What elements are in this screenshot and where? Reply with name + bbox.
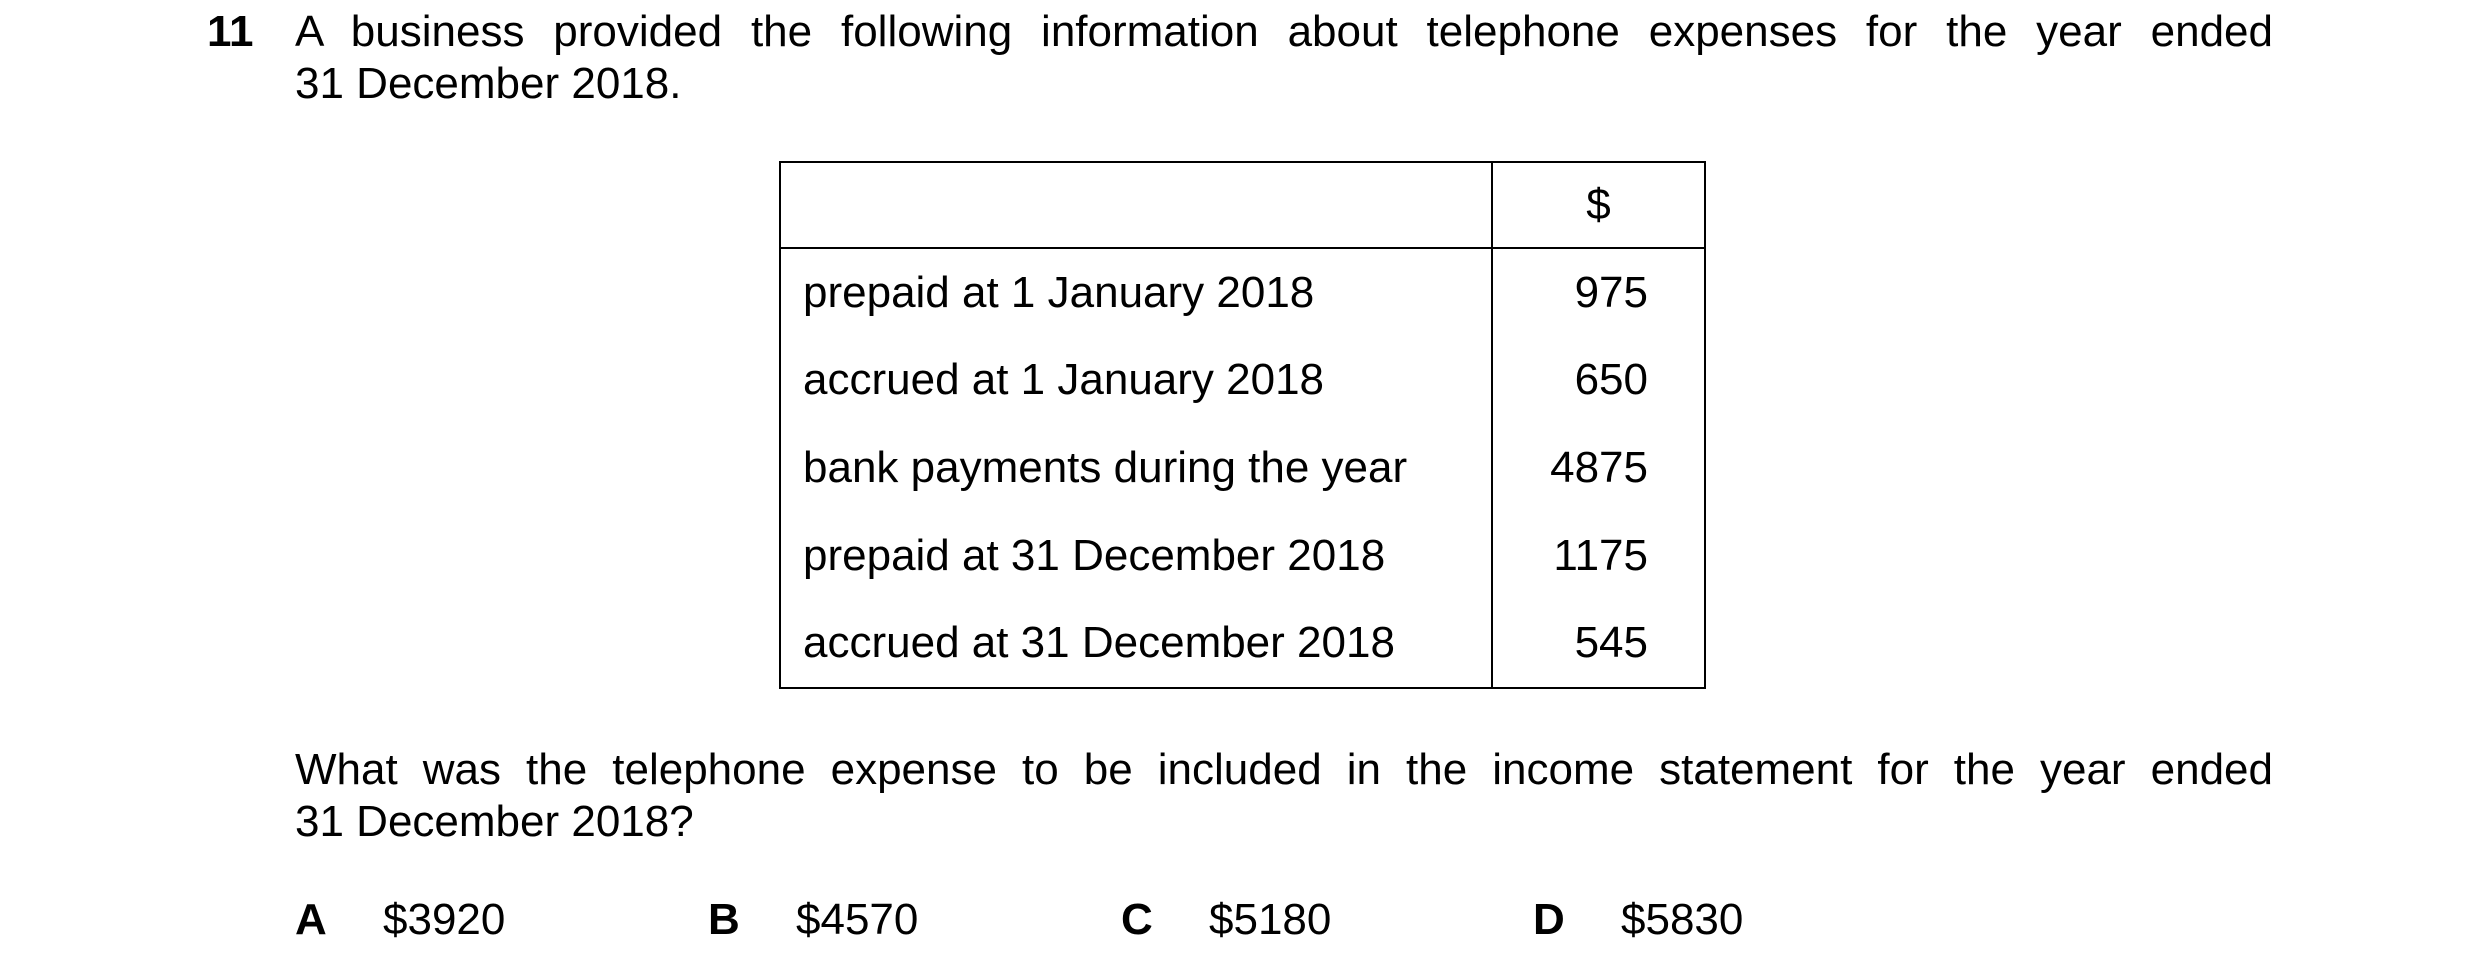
question-intro-line-1: A business provided the following information about telephone expenses for the year ended: [295, 7, 2273, 56]
question-prompt-line-1: What was the telephone expense to be included in the income statement for the year ended: [295, 745, 2273, 794]
option-value: $5180: [1209, 895, 1332, 944]
option-value: $4570: [796, 895, 919, 944]
table-row-label: bank payments during the year: [780, 424, 1492, 512]
table-header-label: [780, 162, 1492, 248]
table-row: [780, 512, 1705, 600]
table-row-label: prepaid at 31 December 2018: [780, 512, 1492, 600]
table-row-label: prepaid at 1 January 2018: [780, 248, 1492, 337]
option-letter: A: [295, 895, 327, 944]
table-row: [780, 424, 1705, 512]
question-prompt-line-2: 31 December 2018?: [295, 797, 694, 846]
table-row-label: accrued at 1 January 2018: [780, 337, 1492, 425]
answer-option-d[interactable]: [1533, 890, 1743, 950]
question-intro-line-2: 31 December 2018.: [295, 59, 682, 108]
answer-option-c[interactable]: [1121, 890, 1331, 950]
answer-options: [0, 890, 2480, 950]
answer-option-a[interactable]: [295, 890, 505, 950]
table-header-currency: $: [1492, 162, 1705, 248]
table-row-value: 975: [1574, 267, 1648, 317]
option-letter: C: [1121, 895, 1153, 944]
table-row-value: 650: [1574, 355, 1648, 405]
question-number: 11: [207, 7, 254, 56]
answer-option-b[interactable]: [708, 890, 918, 950]
table-header-row: [780, 162, 1705, 248]
table-row-value: 1175: [1553, 530, 1648, 580]
table-row-value: 545: [1574, 618, 1648, 668]
option-value: $5830: [1621, 895, 1744, 944]
question-prompt: [295, 744, 2273, 848]
telephone-expenses-table: [779, 161, 1706, 689]
option-letter: B: [708, 895, 740, 944]
table-row: [780, 248, 1705, 337]
table-row-label: accrued at 31 December 2018: [780, 599, 1492, 688]
table-row: [780, 337, 1705, 425]
option-letter: D: [1533, 895, 1565, 944]
table-row-value: 4875: [1550, 442, 1648, 492]
option-value: $3920: [383, 895, 506, 944]
table-row: [780, 599, 1705, 688]
question-intro: [295, 6, 2273, 110]
